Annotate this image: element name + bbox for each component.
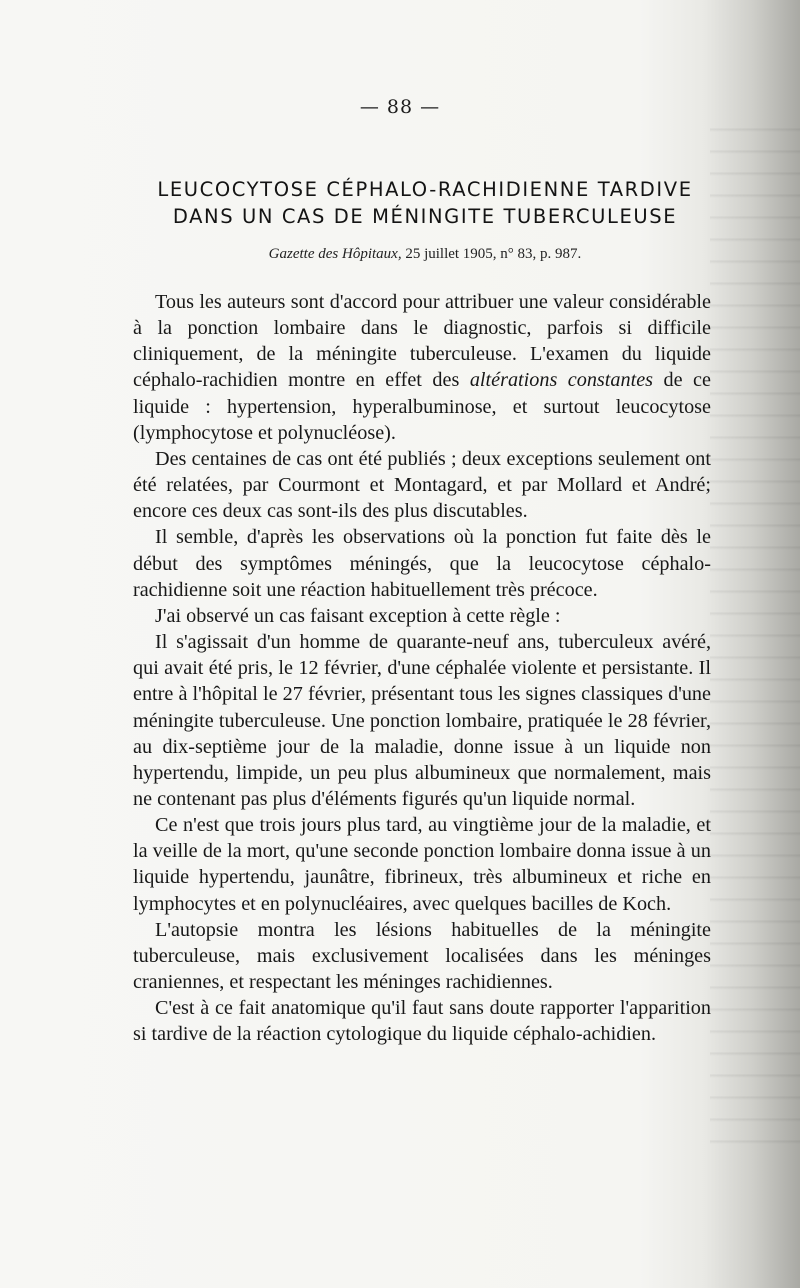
page-number: — 88 —	[359, 96, 441, 118]
paragraph-6: Ce n'est que trois jours plus tard, au vingtième jour de la maladie, et la veille de la mort, qu'une seconde ponction lombaire donna issue à un liquide hypertendu, jaunâtre, fibrineux, très albumineux et riche en lymphocytes et en polynucléaires, avec quelques bacilles de Koch.	[133, 814, 711, 915]
paragraph-4: J'ai observé un cas faisant exception à cette règle :	[155, 604, 561, 627]
paragraph-1-part-a: Tous les auteurs sont d'accord pour attribuer une valeur considérable à la ponction lombaire dans le diagnostic, parfois si difficile cliniquement, de la méningite tuberculeuse. L'examen du liquide céphalo-rachidien montre en effet des	[133, 291, 711, 392]
paragraph-7: L'autopsie montra les lésions habituelles de la méningite tuberculeuse, mais exclusivement localisées dans les méninges craniennes, et respectant les méninges rachidiennes.	[133, 918, 711, 994]
paragraph-2: Des centaines de cas ont été publiés ; deux exceptions seulement ont été relatées, par Courmont et Montagard, et par Mollard et André; encore ces deux cas sont-ils des plus discutables.	[133, 447, 711, 523]
paragraph-1-emphasis: altérations constantes	[469, 369, 654, 392]
page-edge-shadow	[710, 110, 800, 1150]
title-line-2: DANS UN CAS DE MÉNINGITE TUBERCULEUSE	[172, 205, 678, 228]
paragraph-3: Il semble, d'après les observations où la ponction fut faite dès le début des symptômes méningés, que la leucocytose céphalo-rachidienne soit une réaction habituellement très précoce.	[133, 526, 711, 601]
article-body	[133, 289, 711, 1048]
citation	[100, 246, 750, 263]
paragraph-5: Il s'agissait d'un homme de quarante-neuf ans, tuberculeux avéré, qui avait été pris, le 12 février, d'une céphalée violente et persistante. Il entre à l'hôpital le 27 février, présentant tous les signes classiques d'une méningite tuberculeuse. Une ponction lombaire, pratiquée le 28 février, au dix-septième jour de la maladie, donne issue à un liquide non hypertendu, limpide, un peu plus albumineux que normalement, mais ne contenant pas plus d'éléments figurés qu'un liquide normal.	[133, 631, 711, 810]
paragraph-1-part-b: de ce liquide : hypertension, hyperalbuminose, et surtout leucocytose (lymphocytose et polynucléose).	[133, 369, 711, 444]
citation-journal: Gazette des Hôpitaux,	[268, 246, 402, 262]
title-line-1: LEUCOCYTOSE CÉPHALO-RACHIDIENNE TARDIVE	[157, 178, 693, 201]
paragraph-1	[133, 289, 711, 446]
paragraph-8: C'est à ce fait anatomique qu'il faut sans doute rapporter l'apparition si tardive de la réaction cytologique du liquide céphalo-achidien.	[133, 997, 711, 1046]
citation-details: 25 juillet 1905, n° 83, p. 987.	[401, 246, 582, 262]
article-title	[100, 176, 750, 230]
